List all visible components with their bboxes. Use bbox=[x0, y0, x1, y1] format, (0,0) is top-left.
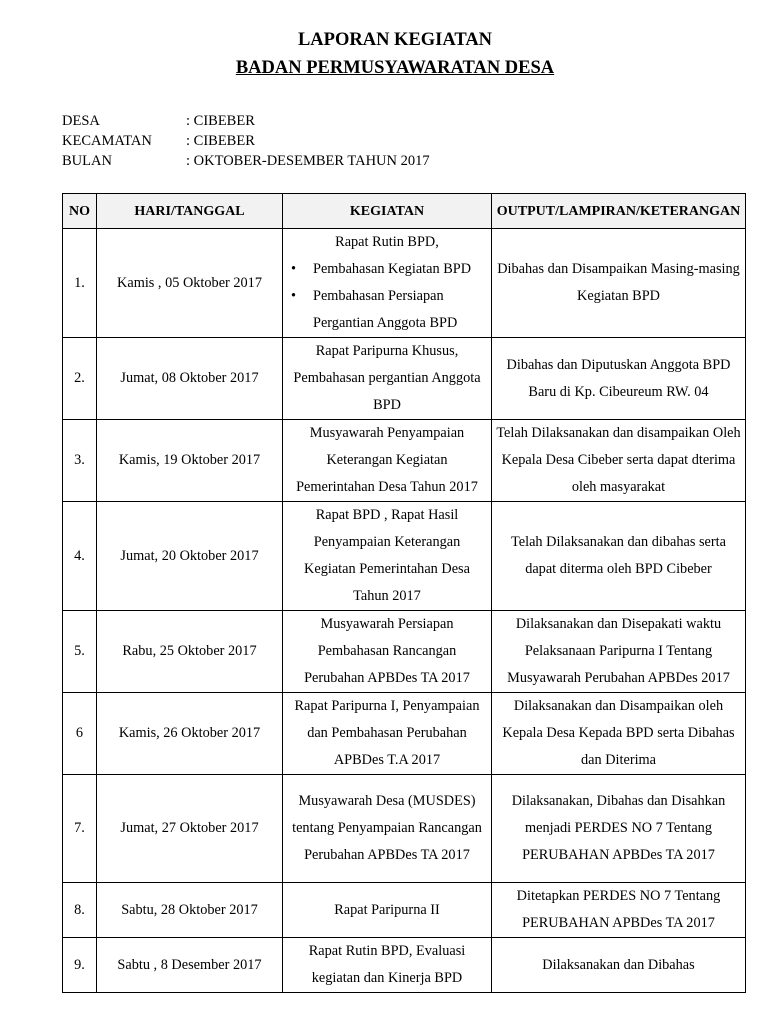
cell-output: Telah Dilaksanakan dan disampaikan Oleh Kepala Desa Cibeber serta dapat dterima oleh masyarakat bbox=[492, 420, 746, 502]
cell-activity: Rapat BPD , Rapat Hasil Penyampaian Keterangan Kegiatan Pemerintahan Desa Tahun 2017 bbox=[283, 502, 492, 611]
cell-no: 1. bbox=[63, 229, 97, 338]
cell-activity: Rapat Rutin BPD, Evaluasi kegiatan dan Kinerja BPD bbox=[283, 938, 492, 993]
cell-no: 5. bbox=[63, 611, 97, 693]
table-row bbox=[63, 938, 746, 993]
cell-activity: Musyawarah Persiapan Pembahasan Rancangan Perubahan APBDes TA 2017 bbox=[283, 611, 492, 693]
report-title: LAPORAN KEGIATAN bbox=[297, 30, 493, 50]
cell-date: Kamis, 26 Oktober 2017 bbox=[97, 693, 283, 775]
bullet-item: • Pembahasan Persiapan Pergantian Anggota BPD bbox=[287, 283, 487, 337]
info-label: DESA bbox=[62, 113, 100, 129]
table-row bbox=[63, 229, 746, 338]
cell-no: 8. bbox=[63, 883, 97, 938]
header-activity: KEGIATAN bbox=[283, 194, 492, 229]
cell-output: Dilaksanakan dan Dibahas bbox=[492, 938, 746, 993]
cell-output: Telah Dilaksanakan dan dibahas serta dapat diterma oleh BPD Cibeber bbox=[492, 502, 746, 611]
cell-no: 3. bbox=[63, 420, 97, 502]
cell-activity: Musyawarah Desa (MUSDES) tentang Penyampaian Rancangan Perubahan APBDes TA 2017 bbox=[283, 775, 492, 883]
cell-date: Jumat, 27 Oktober 2017 bbox=[97, 775, 283, 883]
cell-no: 4. bbox=[63, 502, 97, 611]
cell-output: Dibahas dan Diputuskan Anggota BPD Baru di Kp. Cibeureum RW. 04 bbox=[492, 338, 746, 420]
info-row-desa bbox=[62, 111, 430, 131]
table-row bbox=[63, 775, 746, 883]
table-row bbox=[63, 883, 746, 938]
activity-text: Rapat Rutin BPD, bbox=[335, 234, 439, 250]
cell-output: Dilaksanakan dan Disampaikan oleh Kepala Desa Kepada BPD serta Dibahas dan Diterima bbox=[492, 693, 746, 775]
activity-bullets bbox=[287, 256, 487, 337]
cell-no: 7. bbox=[63, 775, 97, 883]
table-header-row bbox=[63, 194, 746, 229]
cell-date: Kamis, 19 Oktober 2017 bbox=[97, 420, 283, 502]
cell-date: Jumat, 08 Oktober 2017 bbox=[97, 338, 283, 420]
info-value: : OKTOBER-DESEMBER TAHUN 2017 bbox=[186, 153, 430, 169]
cell-activity: Musyawarah Penyampaian Keterangan Kegiatan Pemerintahan Desa Tahun 2017 bbox=[283, 420, 492, 502]
header-no: NO bbox=[63, 194, 97, 229]
header-output: OUTPUT/LAMPIRAN/KETERANGAN bbox=[492, 194, 746, 229]
cell-no: 2. bbox=[63, 338, 97, 420]
table-row bbox=[63, 420, 746, 502]
cell-output: Ditetapkan PERDES NO 7 Tentang PERUBAHAN APBDes TA 2017 bbox=[492, 883, 746, 938]
info-label: KECAMATAN bbox=[62, 133, 152, 149]
cell-output: Dilaksanakan dan Disepakati waktu Pelaksanaan Paripurna I Tentang Musyawarah Perubahan APBDes 2017 bbox=[492, 611, 746, 693]
cell-date: Sabtu, 28 Oktober 2017 bbox=[97, 883, 283, 938]
cell-date: Jumat, 20 Oktober 2017 bbox=[97, 502, 283, 611]
cell-date: Sabtu , 8 Desember 2017 bbox=[97, 938, 283, 993]
cell-output: Dilaksanakan, Dibahas dan Disahkan menjadi PERDES NO 7 Tentang PERUBAHAN APBDes TA 2017 bbox=[492, 775, 746, 883]
header-date: HARI/TANGGAL bbox=[97, 194, 283, 229]
info-value: : CIBEBER bbox=[186, 113, 255, 129]
cell-activity bbox=[283, 229, 492, 338]
table-row bbox=[63, 338, 746, 420]
info-row-bulan bbox=[62, 151, 430, 171]
cell-activity: Rapat Paripurna I, Penyampaian dan Pembahasan Perubahan APBDes T.A 2017 bbox=[283, 693, 492, 775]
cell-activity: Rapat Paripurna Khusus, Pembahasan pergantian Anggota BPD bbox=[283, 338, 492, 420]
info-label: BULAN bbox=[62, 153, 112, 169]
info-value: : CIBEBER bbox=[186, 133, 255, 149]
table-row bbox=[63, 693, 746, 775]
cell-no: 6 bbox=[63, 693, 97, 775]
cell-activity: Rapat Paripurna II bbox=[283, 883, 492, 938]
cell-date: Kamis , 05 Oktober 2017 bbox=[97, 229, 283, 338]
info-row-kecamatan bbox=[62, 131, 430, 151]
cell-output: Dibahas dan Disampaikan Masing-masing Kegiatan BPD bbox=[492, 229, 746, 338]
bullet-item: • Pembahasan Kegiatan BPD bbox=[287, 256, 487, 283]
report-info bbox=[62, 111, 430, 171]
report-subtitle: BADAN PERMUSYAWARATAN DESA bbox=[235, 58, 555, 78]
cell-date: Rabu, 25 Oktober 2017 bbox=[97, 611, 283, 693]
cell-no: 9. bbox=[63, 938, 97, 993]
table-row bbox=[63, 611, 746, 693]
activity-table bbox=[62, 193, 746, 993]
table-row bbox=[63, 502, 746, 611]
